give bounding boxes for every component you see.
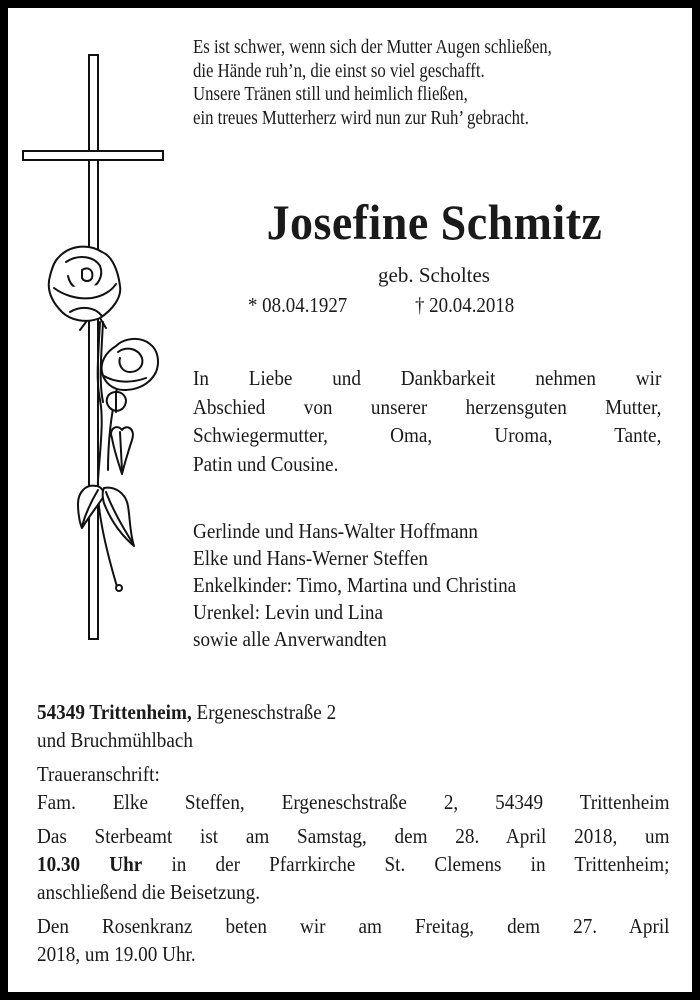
paragraph-line: Patin und Cousine.: [193, 452, 339, 477]
paragraph-line: In Liebe und Dankbarkeit nehmen wir: [193, 366, 662, 390]
address-location: 54349 Trittenheim,: [37, 700, 192, 724]
funeral-info: [37, 698, 669, 968]
condolence-label: Traueranschrift:: [37, 762, 160, 786]
paragraph-line: Schwiegermutter, Oma, Uroma, Tante,: [193, 423, 662, 448]
address-second-line: und Bruchmühlbach: [37, 728, 193, 752]
address-line: [37, 698, 670, 726]
mourner-line: Gerlinde und Hans-Walter Hoffmann: [193, 519, 478, 543]
maiden-name: geb. Scholtes: [378, 263, 490, 287]
service-line: Das Sterbeamt ist am Samstag, dem 28. April 2018, um: [37, 824, 670, 848]
poem-line: Unsere Tränen still und heimlich fließen,: [193, 84, 468, 106]
obituary-notice: [8, 8, 692, 992]
birth-date: * 08.04.1927: [248, 293, 348, 317]
condolence-address: Fam. Elke Steffen, Ergeneschstraße 2, 54349 Trittenheim: [37, 790, 670, 814]
cross-with-roses-icon: [8, 8, 208, 668]
paragraph-line: Abschied von unserer herzensguten Mutter,: [193, 394, 662, 419]
poem-line: Es ist schwer, wenn sich der Mutter Augen schließen,: [193, 37, 552, 58]
mourner-line: Enkelkinder: Timo, Martina und Christina: [193, 573, 517, 597]
poem-line: ein treues Mutterherz wird nun zur Ruh’ gebracht.: [193, 107, 529, 129]
poem-line: die Hände ruh’n, die einst so viel geschafft.: [193, 60, 485, 82]
deceased-name: Josefine Schmitz: [266, 194, 602, 250]
address-street: Ergeneschstraße 2: [191, 700, 337, 724]
mourner-line: sowie alle Anverwandten: [193, 627, 387, 651]
service-line: 10.30 Uhr in der Pfarrkirche St. Clemens in Trittenheim;: [37, 852, 670, 876]
mourner-line: Elke und Hans-Werner Steffen: [193, 546, 428, 570]
service-line: anschließend die Beisetzung.: [37, 880, 261, 904]
poem: [193, 36, 610, 130]
rosary-line: Den Rosenkranz beten wir am Freitag, dem 27. April: [37, 914, 670, 938]
death-date: † 20.04.2018: [415, 293, 515, 317]
mourner-line: Urenkel: Levin und Lina: [193, 600, 384, 624]
rosary-line: 2018, um 19.00 Uhr.: [37, 942, 196, 966]
mourners-list: [193, 518, 552, 653]
rose-icon: [49, 247, 158, 591]
service-time: 10.30 Uhr: [37, 852, 143, 876]
farewell-paragraph: [193, 364, 661, 479]
